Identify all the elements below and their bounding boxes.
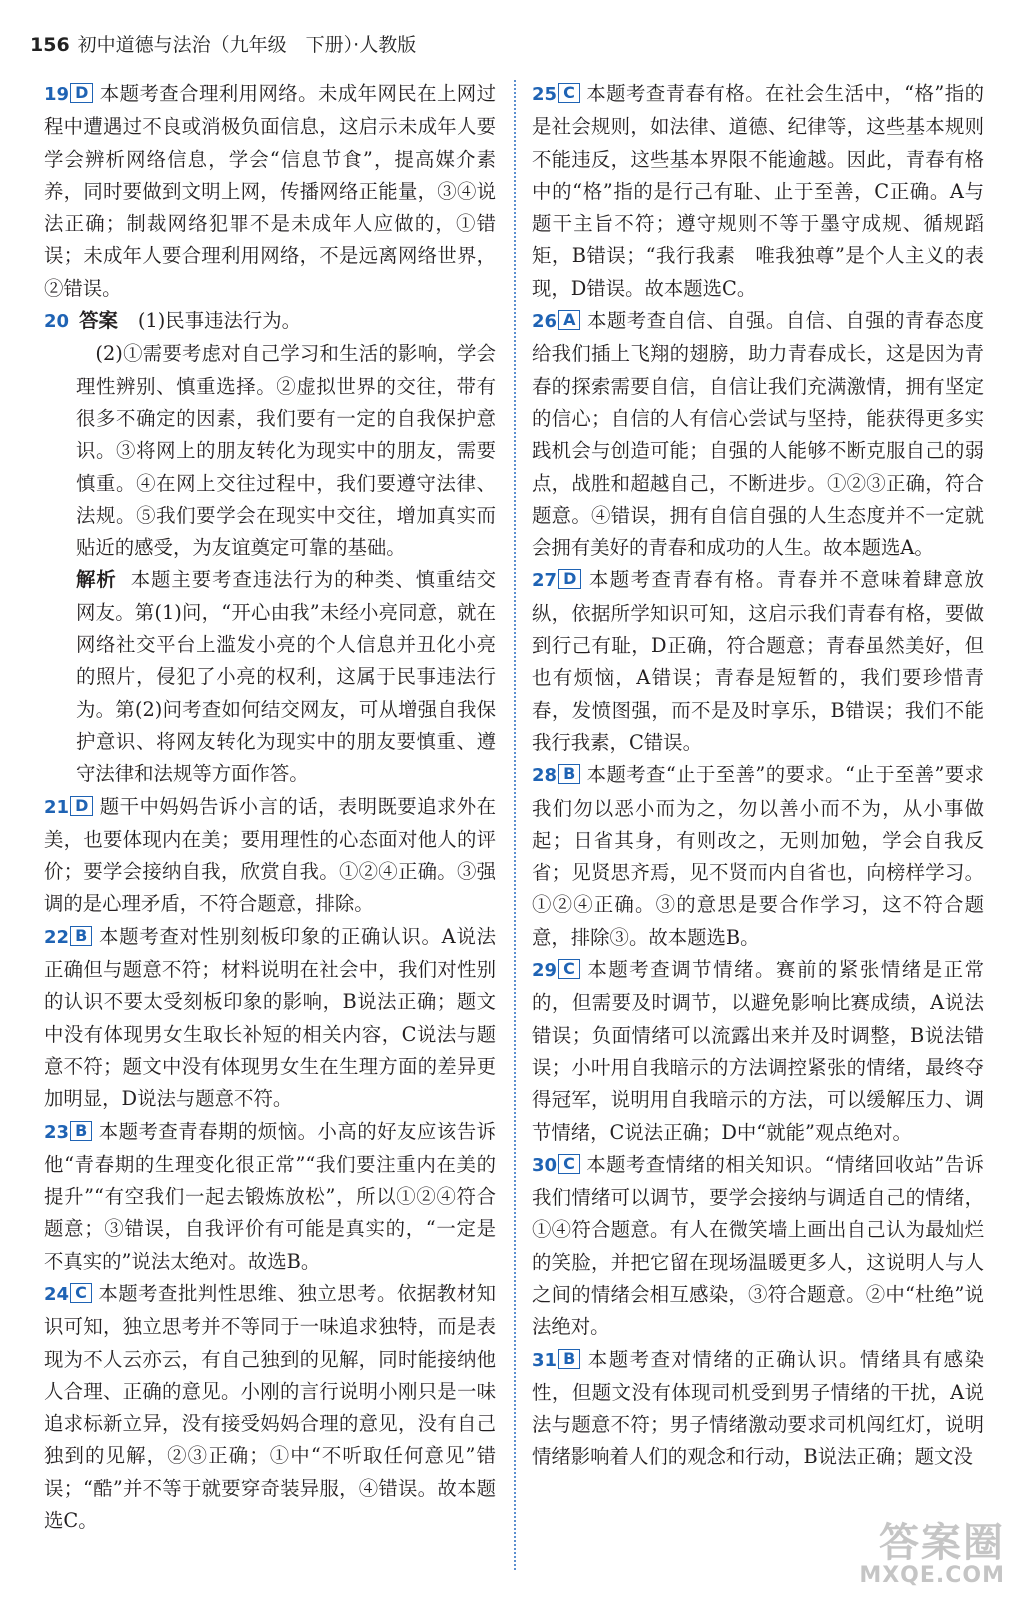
question-number: 25 (532, 84, 558, 105)
answer-part-2: (2)①需要考虑对自己学习和生活的影响，学会理性辨别、慎重选择。②虚拟世界的交往，带有很多不确定的因素，我们要有一定的自我保护意识。③将网上的朋友转化为现实中的朋友，需要慎重。④在网上交往过程中，我们要遵守法律、法规。⑤我们要学会在现实中交往，增加真实而贴近的感受，为友谊奠定可靠的基础。 (76, 342, 496, 560)
question-text: 本题考查批判性思维、独立思考。依据教材知识可知，独立思考并不等同于一味追求独特，而是表现为不人云亦云，有自己独到的见解，同时能接纳他人合理、正确的意见。小刚的言行说明小刚只是一味追求标新立异，没有接受妈妈合理的意见，没有自己独到的见解，②③正确；①中“不听取任何意见”错误；“酷”并不等于就要穿奇装异服，④错误。故本题选C。 (44, 1281, 496, 1533)
answer-box: B (558, 1349, 580, 1369)
answer-box: C (558, 959, 580, 979)
answer-part-1: (1)民事违法行为。 (137, 309, 302, 333)
analysis-label: 解析 (76, 568, 117, 592)
answer-box: B (70, 926, 92, 946)
question-27 (532, 564, 984, 759)
answer-box: D (70, 796, 93, 816)
question-text: 本题考查青春有格。在社会生活中，“格”指的是社会规则，如法律、道德、纪律等，这些基本规则不能违反，这些基本界限不能逾越。因此，青春有格中的“格”指的是行己有耻、止于至善，C正确。A与题干主旨不符；遵守规则不等于墨守成规、循规蹈矩，B错误；“我行我素 唯我独尊”是个人主义的表现，D错误。故本题选C。 (532, 82, 984, 300)
question-number: 27 (532, 570, 558, 592)
question-30 (532, 1149, 984, 1344)
watermark-url: MXQE.COM (859, 1563, 1005, 1588)
answer-label: 答案 (79, 309, 118, 333)
page-header (30, 30, 1005, 60)
answer-box: C (558, 1154, 580, 1174)
question-19 (44, 78, 496, 305)
question-number: 24 (44, 1283, 70, 1305)
question-31 (532, 1344, 984, 1474)
question-26 (532, 305, 984, 564)
question-number: 20 (44, 311, 70, 333)
analysis-block (44, 564, 496, 790)
question-number: 19 (44, 84, 70, 105)
answer-box: B (558, 764, 580, 784)
question-23 (44, 1116, 496, 1278)
question-number: 28 (532, 765, 558, 787)
question-22 (44, 921, 496, 1116)
answer-box: D (70, 83, 93, 103)
question-number: 23 (44, 1121, 70, 1143)
question-text: 本题考查合理利用网络。未成年网民在上网过程中遭遇过不良或消极负面信息，这启示未成年人要学会辨析网络信息，学会“信息节食”，提高媒介素养，同时要做到文明上网，传播网络正能量，③④说法正确；制裁网络犯罪不是未成年人应做的，①错误；未成年人要合理利用网络，不是远离网络世界，②错误。 (44, 82, 496, 300)
question-25 (532, 78, 984, 305)
analysis-text: 本题主要考查违法行为的种类、慎重结交网友。第(1)问，“开心由我”未经小亮同意，就在网络社交平台上滥发小亮的个人信息并丑化小亮的照片，侵犯了小亮的权利，这属于民事违法行为。第(2)问考查如何结交网友，可从增强自我保护意识、将网友转化为现实中的朋友要慎重、遵守法律和法规等方面作答。 (76, 568, 497, 786)
question-21 (44, 791, 496, 921)
question-text: 题干中妈妈告诉小言的话，表明既要追求外在美，也要体现内在美；要用理性的心态面对他人的评价；要学会接纳自我，欣赏自我。①②④正确。③强调的是心理矛盾，不符合题意，排除。 (44, 794, 496, 916)
right-column (532, 78, 984, 1474)
question-number: 30 (532, 1154, 558, 1176)
question-number: 26 (532, 311, 558, 333)
column-divider (514, 80, 516, 1570)
question-text: 本题考查青春期的烦恼。小高的好友应该告诉他“青春期的生理变化很正常”“我们要注重内在美的提升”“有空我们一起去锻炼放松”，所以①②④符合题意；③错误，自我评价有可能是真实的，“一定是不真实的”说法太绝对。故选B。 (44, 1119, 496, 1273)
question-text: 本题考查对情绪的正确认识。情绪具有感染性，但题文没有体现司机受到男子情绪的干扰，A说法与题意不符；男子情绪激动要求司机闯红灯，说明情绪影响着人们的观念和行动，B说法正确；题文没 (532, 1347, 984, 1469)
question-24 (44, 1278, 496, 1537)
question-number: 31 (532, 1349, 558, 1371)
question-number: 22 (44, 926, 70, 948)
question-text: 本题考查青春有格。青春并不意味着肆意放纵，依据所学知识可知，这启示我们青春有格，要做到行己有耻，D正确，符合题意；青春虽然美好，但也有烦恼，A错误；青春是短暂的，我们要珍惜青春，发愤图强，而不是及时享乐，B错误；我们不能我行我素，C错误。 (532, 568, 984, 754)
answer-box: B (70, 1121, 92, 1141)
question-text: 本题考查“止于至善”的要求。“止于至善”要求我们勿以恶小而为之，勿以善小而不为，从小事做起；日省其身，有则改之，无则加勉，学会自我反省；见贤思齐焉，见不贤而内自省也，向榜样学习。①②④正确。③的意思是要合作学习，这不符合题意，排除③。故本题选B。 (532, 763, 984, 949)
answer-box: C (70, 1283, 92, 1303)
question-number: 29 (532, 960, 558, 982)
question-20 (44, 305, 496, 790)
question-text: 本题考查自信、自强。自信、自强的青春态度给我们插上飞翔的翅膀，助力青春成长，这是因为青春的探索需要自信，自信让我们充满激情，拥有坚定的信心；自信的人有信心尝试与坚持，能获得更多实践机会与创造可能；自强的人能够不断克服自己的弱点，战胜和超越自己，不断进步。①②③正确，符合题意。④错误，拥有自信自强的人生态度并不一定就会拥有美好的青春和成功的人生。故本题选A。 (532, 309, 984, 560)
question-29 (532, 954, 984, 1149)
question-number: 21 (44, 796, 70, 818)
left-column (44, 78, 496, 1537)
book-title: 初中道德与法治（九年级 下册）·人教版 (77, 34, 417, 56)
answer-box: C (558, 83, 580, 103)
question-text: 本题考查调节情绪。赛前的紧张情绪是正常的，但需要及时调节，以避免影响比赛成绩，A说法错误；负面情绪可以流露出来并及时调整，B说法错误；小叶用自我暗示的方法调控紧张的情绪，最终夺得冠军，说明用自我暗示的方法，可以缓解压力、调节情绪，C说法正确；D中“就能”观点绝对。 (532, 958, 984, 1144)
question-28 (532, 759, 984, 954)
answer-box: D (558, 569, 581, 589)
answer-box: A (558, 310, 580, 330)
question-text: 本题考查对性别刻板印象的正确认识。A说法正确但与题意不符；材料说明在社会中，我们对性别的认识不要太受刻板印象的影响，B说法正确；题文中没有体现男女生取长补短的相关内容，C说法与题意不符；题文中没有体现男女生在生理方面的差异更加明显，D说法与题意不符。 (44, 924, 496, 1111)
site-watermark (840, 1522, 1005, 1592)
watermark-logo: 答案圈 (879, 1520, 1005, 1566)
page-number: 156 (30, 34, 70, 56)
question-text: 本题考查情绪的相关知识。“情绪回收站”告诉我们情绪可以调节，要学会接纳与调适自己的情绪，①④符合题意。有人在微笑墙上画出自己认为最灿烂的笑脸，并把它留在现场温暖更多人，这说明人与人之间的情绪会相互感染，③符合题意。②中“杜绝”说法绝对。 (532, 1152, 984, 1339)
